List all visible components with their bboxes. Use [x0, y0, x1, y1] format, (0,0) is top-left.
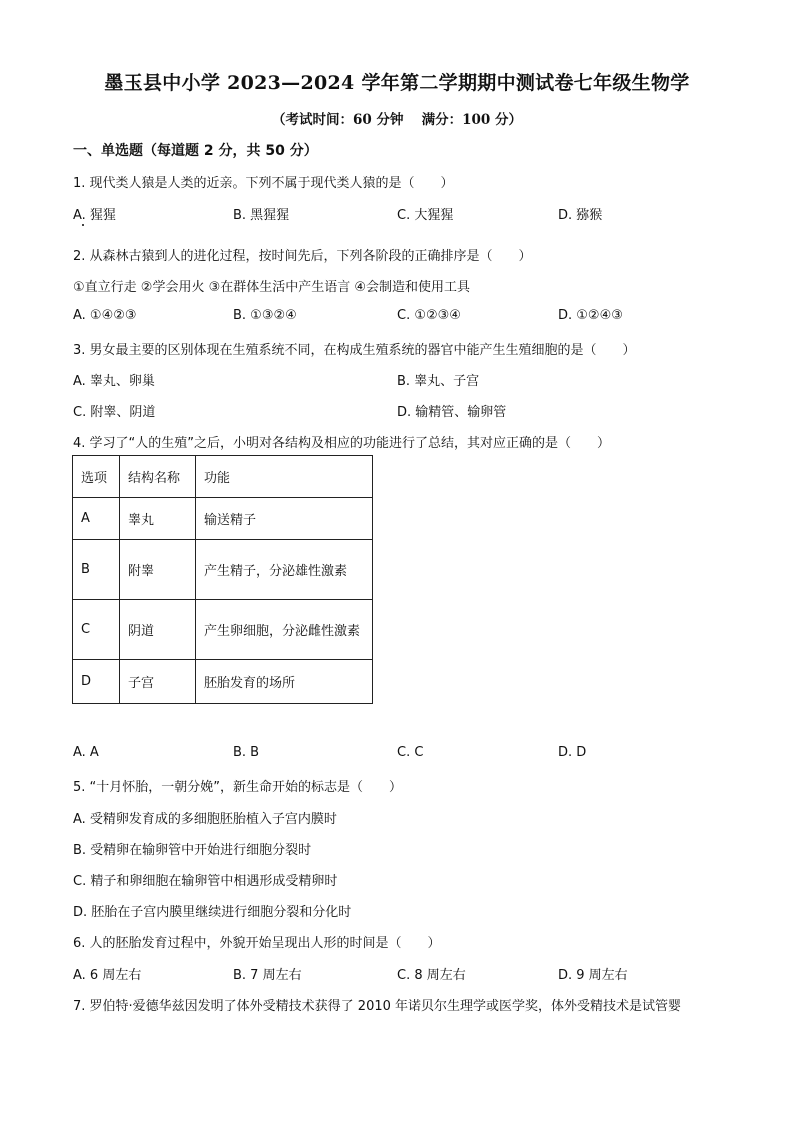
q3-option-a[interactable]: A. 睾丸、卵巢 — [73, 374, 155, 389]
q6-option-d[interactable]: D. 9 周左右 — [558, 968, 628, 983]
q5-option-c[interactable]: C. 精子和卵细胞在输卵管中相遇形成受精卵时 — [73, 874, 338, 889]
q5-option-d[interactable]: D. 胚胎在子宫内膜里继续进行细胞分裂和分化时 — [73, 905, 352, 920]
table-cell: 子宫 — [120, 660, 196, 704]
q1-option-d[interactable]: D. 猕猴 — [558, 208, 603, 223]
table-cell: A — [73, 498, 120, 540]
table-row — [73, 600, 373, 660]
table-header-cell: 选项 — [73, 456, 120, 498]
table-header-cell: 结构名称 — [120, 456, 196, 498]
table-cell: 胚胎发育的场所 — [196, 660, 373, 704]
question-5-stem: 5. “十月怀胎，一朝分娩”，新生命开始的标志是（ ） — [73, 780, 403, 795]
q3-option-d[interactable]: D. 输精管、输卵管 — [397, 405, 507, 420]
q1-option-b[interactable]: B. 黑猩猩 — [233, 208, 290, 223]
q2-option-d[interactable]: D. ①②④③ — [558, 308, 623, 323]
question-2-stem: 2. 从森林古猿到人的进化过程，按时间先后，下列各阶段的正确排序是（ ） — [73, 249, 532, 264]
q4-option-a[interactable]: A. A — [73, 745, 99, 760]
q2-option-c[interactable]: C. ①②③④ — [397, 308, 461, 323]
q5-option-a[interactable]: A. 受精卵发育成的多细胞胚胎植入子宫内膜时 — [73, 812, 337, 827]
q2-option-b[interactable]: B. ①③②④ — [233, 308, 297, 323]
question-4-stem: 4. 学习了“人的生殖”之后，小明对各结构及相应的功能进行了总结，其对应正确的是（ ） — [73, 436, 611, 451]
table-cell: 睾丸 — [120, 498, 196, 540]
page-title: 墨玉县中小学 2023—2024 学年第二学期期中测试卷七年级生物学 — [104, 72, 690, 94]
scan-dot — [82, 224, 84, 226]
table-row — [73, 540, 373, 600]
table-cell: 附睾 — [120, 540, 196, 600]
question-6-stem: 6. 人的胚胎发育过程中，外貌开始呈现出人形的时间是（ ） — [73, 936, 441, 951]
q2-option-a[interactable]: A. ①④②③ — [73, 308, 137, 323]
question-1-stem: 1. 现代类人猿是人类的近亲。下列不属于现代类人猿的是（ ） — [73, 176, 454, 191]
q3-option-b[interactable]: B. 睾丸、子宫 — [397, 374, 480, 389]
table-header-row — [73, 456, 373, 498]
table-cell: 产生卵细胞，分泌雌性激素 — [196, 600, 373, 660]
q4-option-b[interactable]: B. B — [233, 745, 260, 760]
table-cell: D — [73, 660, 120, 704]
question-2-stages: ①直立行走 ②学会用火 ③在群体生活中产生语言 ④会制造和使用工具 — [73, 280, 471, 295]
section-heading: 一、单选题（每道题 2 分，共 50 分） — [73, 143, 318, 159]
q1-option-a[interactable]: A. 猩猩 — [73, 208, 116, 223]
structure-function-table — [72, 455, 373, 704]
q3-option-c[interactable]: C. 附睾、阴道 — [73, 405, 156, 420]
table-cell: 输送精子 — [196, 498, 373, 540]
q4-option-c[interactable]: C. C — [397, 745, 424, 760]
table-cell: 产生精子，分泌雄性激素 — [196, 540, 373, 600]
question-7-stem: 7. 罗伯特·爱德华兹因发明了体外受精技术获得了 2010 年诺贝尔生理学或医学奖，体外受精技术是试管婴 — [73, 999, 682, 1014]
q6-option-a[interactable]: A. 6 周左右 — [73, 968, 142, 983]
table-header-cell: 功能 — [196, 456, 373, 498]
q1-option-c[interactable]: C. 大猩猩 — [397, 208, 454, 223]
table-row — [73, 660, 373, 704]
exam-info: （考试时间：60 分钟 满分：100 分） — [271, 112, 523, 128]
q6-option-b[interactable]: B. 7 周左右 — [233, 968, 302, 983]
table-cell: 阴道 — [120, 600, 196, 660]
question-3-stem: 3. 男女最主要的区别体现在生殖系统不同，在构成生殖系统的器官中能产生生殖细胞的是（ ） — [73, 343, 636, 358]
q5-option-b[interactable]: B. 受精卵在输卵管中开始进行细胞分裂时 — [73, 843, 312, 858]
table-cell: C — [73, 600, 120, 660]
table-cell: B — [73, 540, 120, 600]
q6-option-c[interactable]: C. 8 周左右 — [397, 968, 466, 983]
table-row — [73, 498, 373, 540]
q4-option-d[interactable]: D. D — [558, 745, 587, 760]
